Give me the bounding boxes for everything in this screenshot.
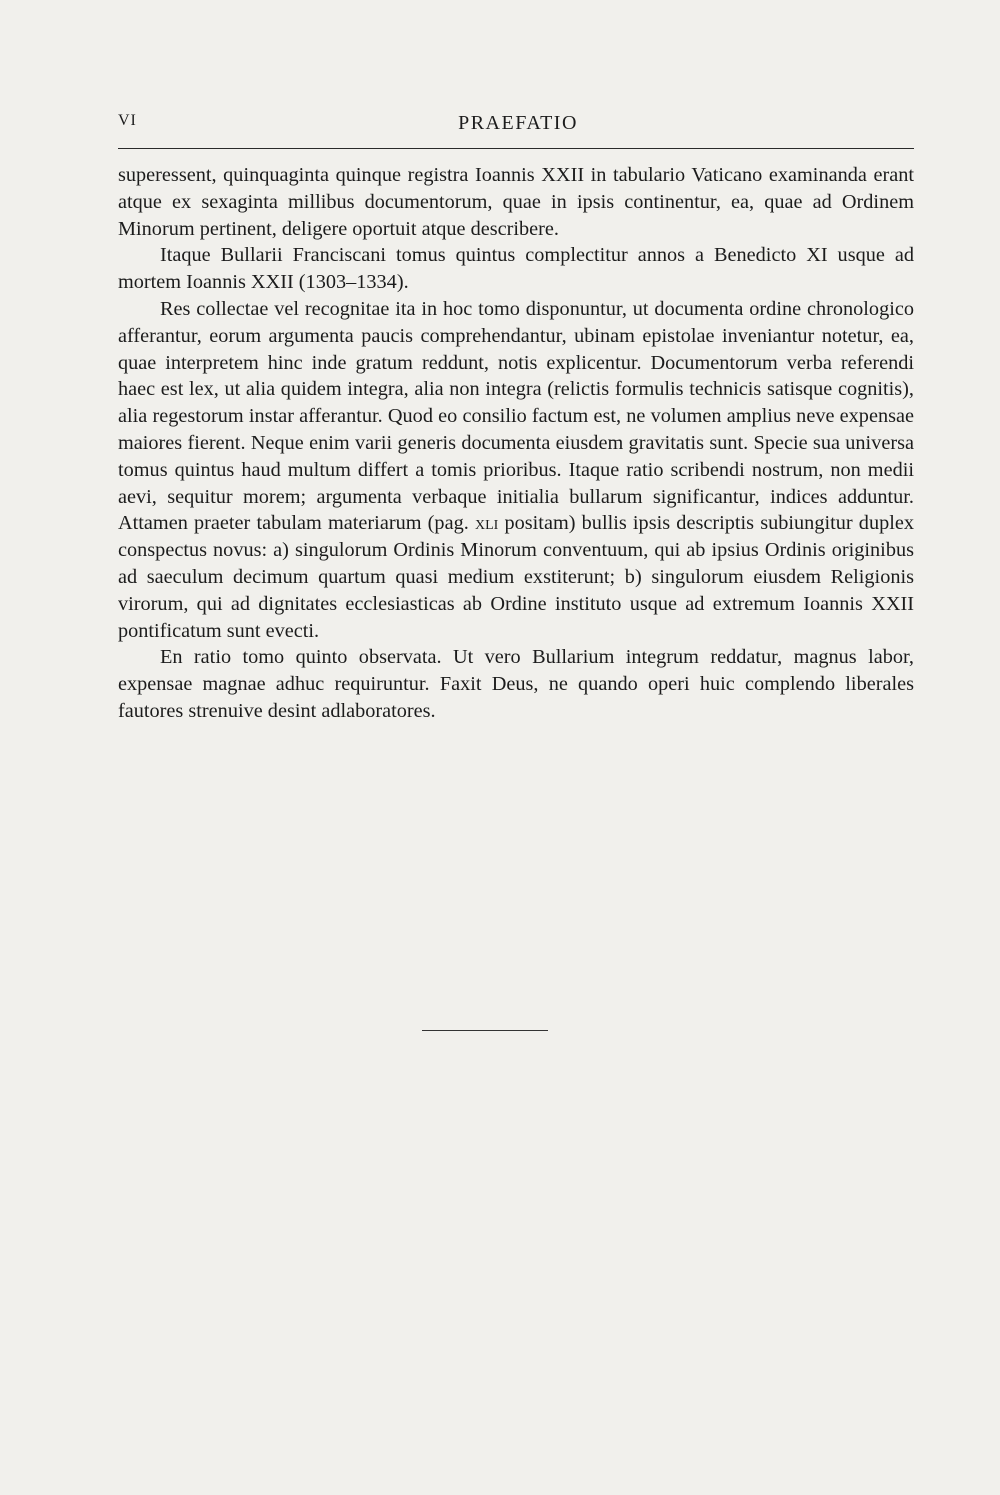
page-number: VI: [118, 112, 137, 129]
pencil-underline: [422, 1030, 548, 1031]
roman-page-ref: xli: [474, 512, 499, 535]
header-rule: [118, 148, 914, 149]
paragraph-2: Itaque Bullarii Franciscani tomus quintus complectitur annos a Benedicto XI usque ad mortem Ioannis XXII (1303–1334).: [118, 244, 914, 294]
running-title: PRAEFATIO: [458, 112, 578, 134]
paragraph-1: superessent, quinquaginta quinque registra Ioannis XXII in tabulario Vaticano examinanda erant atque ex sexaginta millibus documentorum, quae in ipsis continentur, ea, quae ad Ordinem Minorum pertinent, deligere oportuit atque describere.: [118, 164, 914, 240]
paragraph-3-part-2: positam) bullis ipsis descriptis subiungitur duplex conspectus novus: a) singulorum Ordinis Minorum conventuum, qui ab ipsius Ordinis originibus ad saeculum decimum quartum quasi medium exstiterunt; b) singulorum eiusdem Religionis virorum, qui ad dignitates ecclesiasticas ab Ordine instituto usque ad extremum Ioannis XXII pontificatum sunt evecti.: [118, 512, 915, 642]
body-text: [118, 162, 914, 725]
paragraph-3: [118, 296, 914, 644]
paragraph-3-part-1: Res collectae vel recognitae ita in hoc tomo disponuntur, ut documenta ordine chronologico afferantur, eorum argumenta paucis comprehendantur, ubinam epistolae inveniantur notetur, ea, quae interpretem hinc inde gratum reddunt, notis explicentur. Documentorum verba referendi haec est lex, ut alia quidem integra, alia non integra (relictis formulis technicis satisque cognitis), alia regestorum instar afferantur. Quod eo consilio factum est, ne volumen amplius neve expensae maiores fierent. Neque enim varii generis documenta eiusdem gravitatis sunt. Specie sua universa tomus quintus haud multum differt a tomis prioribus. Itaque ratio scribendi nostrum, non medii aevi, sequitur morem; argumenta verbaque initialia bullarum significantur, indices adduntur. Attamen praeter tabulam materiarum (pag.: [118, 297, 914, 535]
paragraph-4: En ratio tomo quinto observata. Ut vero Bullarium integrum reddatur, magnus labor, expensae magnae adhuc requiruntur. Faxit Deus, ne quando operi huic complendo liberales fautores strenuive desint adlaboratores.: [118, 646, 914, 722]
page-header: [118, 112, 918, 140]
